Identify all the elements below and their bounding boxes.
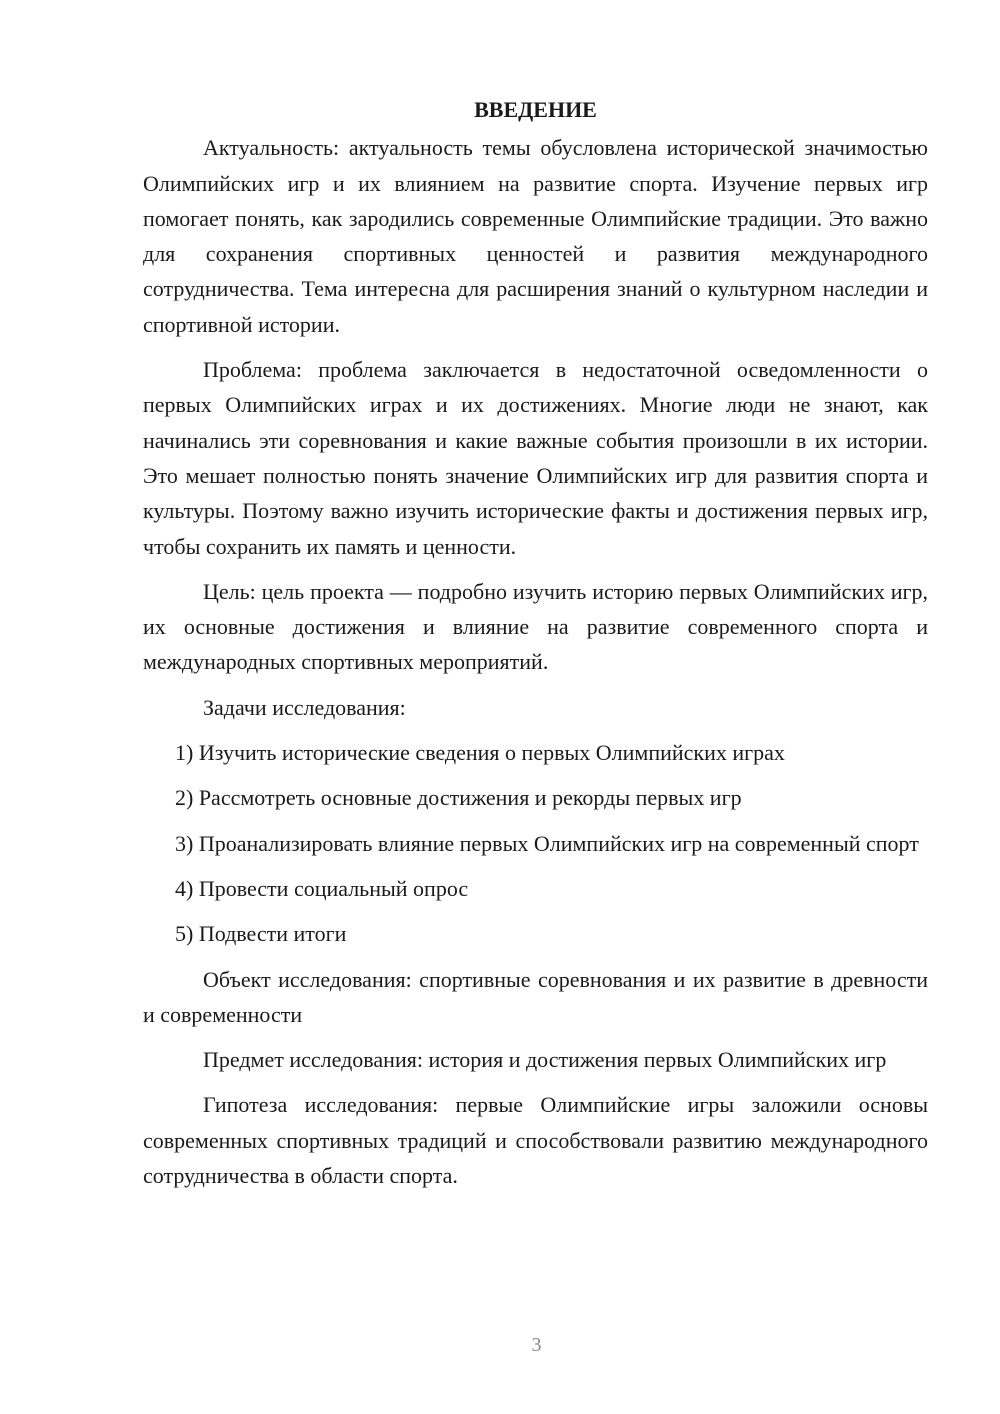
relevance-paragraph: Актуальность: актуальность темы обусловлена исторической значимостью Олимпийских игр и их влиянием на развитие спорта. Изучение первых игр помогает понять, как зародились современные Олимпийские традиции. Это важно для сохранения спортивных ценностей и развития международного сотрудничества. Тема интересна для расширения знаний о культурном наследии и спортивной истории. xyxy=(143,135,928,337)
task-item-5: 5) Подвести итоги xyxy=(175,921,347,947)
object-paragraph: Объект исследования: спортивные соревнования и их развитие в древности и современности xyxy=(143,966,928,1027)
problem-paragraph: Проблема: проблема заключается в недостаточной осведомленности о первых Олимпийских играх и их достижениях. Многие люди не знают, как начинались эти соревнования и какие важные события произошли в их истории. Это мешает полностью понять значение Олимпийских игр для развития спорта и культуры. Поэтому важно изучить исторические факты и достижения первых игр, чтобы сохранить их память и ценности. xyxy=(143,357,928,559)
page-title: ВВЕДЕНИЕ xyxy=(474,97,597,122)
task-item-4: 4) Провести социальный опрос xyxy=(175,875,469,901)
task-item-2: 2) Рассмотреть основные достижения и рекорды первых игр xyxy=(175,785,742,811)
document-page xyxy=(143,92,928,1203)
hypothesis-paragraph: Гипотеза исследования: первые Олимпийские игры заложили основы современных спортивных традиций и способствовали развитию международного сотрудничества в области спорта. xyxy=(143,1092,928,1189)
page-number: 3 xyxy=(531,1334,542,1356)
tasks-title: Задачи исследования: xyxy=(203,694,406,720)
task-item-3: 3) Проанализировать влияние первых Олимпийских игр на современный спорт xyxy=(175,830,919,856)
goal-paragraph: Цель: цель проекта — подробно изучить историю первых Олимпийских игр, их основные достижения и влияние на развитие современного спорта и международных спортивных мероприятий. xyxy=(143,578,928,675)
subject-paragraph: Предмет исследования: история и достижения первых Олимпийских игр xyxy=(203,1047,887,1073)
task-item-1: 1) Изучить исторические сведения о первых Олимпийских играх xyxy=(175,740,785,766)
